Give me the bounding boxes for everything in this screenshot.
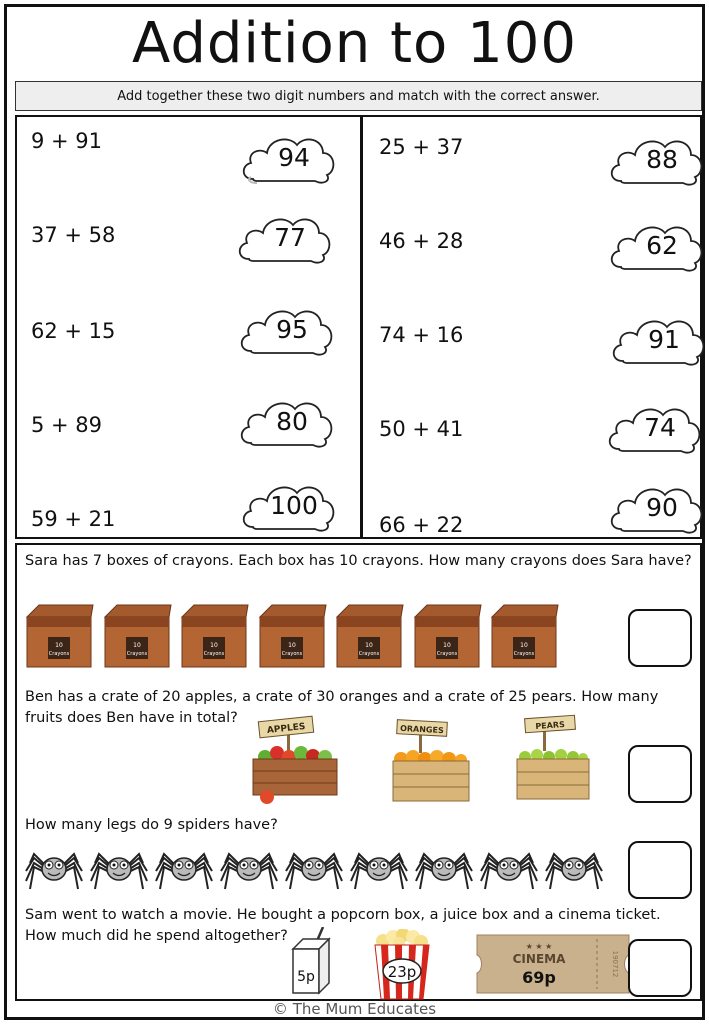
answer-value: 88 bbox=[646, 145, 678, 174]
worksheet bbox=[4, 4, 705, 1020]
crayon-count-label: 10 bbox=[132, 642, 141, 649]
crayon-box bbox=[180, 603, 250, 669]
question-spiders: How many legs do 9 spiders have? bbox=[25, 817, 278, 833]
pear-crate bbox=[503, 713, 595, 809]
crayon-count-label: 10 bbox=[210, 642, 218, 649]
problem-left-5: 59 + 21 bbox=[31, 507, 116, 531]
crayon-count-label: 10 bbox=[55, 642, 63, 649]
problem-right-3: 74 + 16 bbox=[379, 323, 464, 347]
popcorn-box bbox=[371, 929, 433, 1005]
crayon-boxes-row bbox=[25, 603, 565, 673]
crayon-name-label: Crayons bbox=[281, 651, 302, 657]
answer-cloud-left-5[interactable] bbox=[239, 479, 339, 535]
problem-left-4: 5 + 89 bbox=[31, 413, 103, 437]
title-area bbox=[7, 7, 702, 79]
problem-right-1: 25 + 37 bbox=[379, 135, 464, 159]
popcorn-price: 23p bbox=[387, 963, 417, 981]
apple-crate-icon bbox=[249, 713, 341, 805]
answer-box-fruits[interactable] bbox=[628, 745, 692, 803]
problem-right-4: 50 + 41 bbox=[379, 417, 464, 441]
answer-cloud-right-1[interactable] bbox=[607, 133, 707, 189]
crayon-box bbox=[258, 603, 328, 669]
answer-cloud-right-5[interactable] bbox=[607, 481, 707, 537]
crayon-count-label: 10 bbox=[287, 642, 296, 649]
answer-value: 77 bbox=[274, 223, 306, 252]
column-divider bbox=[360, 117, 363, 537]
answer-value: 90 bbox=[646, 493, 678, 522]
answer-value: 94 bbox=[278, 143, 310, 172]
answer-box-spiders[interactable] bbox=[628, 841, 692, 899]
juice-box bbox=[287, 927, 335, 1001]
juice-price: 5p bbox=[297, 969, 315, 985]
spider-icon bbox=[23, 843, 85, 893]
crayon-box bbox=[25, 603, 95, 669]
answer-cloud-left-4[interactable] bbox=[237, 395, 337, 451]
spider-icon bbox=[283, 843, 345, 893]
answer-value: 80 bbox=[276, 407, 308, 436]
crayon-name-label: Crayons bbox=[436, 651, 457, 657]
problem-left-2: 37 + 58 bbox=[31, 223, 116, 247]
crayon-name-label: Crayons bbox=[513, 651, 535, 657]
popcorn-icon bbox=[371, 929, 433, 1001]
instructions-text: Add together these two digit numbers and match with the correct answer. bbox=[117, 88, 600, 104]
problem-right-2: 46 + 28 bbox=[379, 229, 464, 253]
crate-label-pears: PEARS bbox=[535, 719, 566, 732]
question-movie: Sam went to watch a movie. He bought a popcorn box, a juice box and a cinema ticket. How much did he spend altogether? bbox=[25, 907, 661, 944]
problem-left-1: 9 + 91 bbox=[31, 129, 103, 153]
crayon-name-label: Crayons bbox=[358, 651, 380, 657]
answer-cloud-right-4[interactable] bbox=[605, 401, 705, 457]
word-problems-section bbox=[15, 543, 702, 1001]
spider-icon bbox=[543, 843, 605, 893]
spider-icon bbox=[88, 843, 150, 893]
answer-box-crayons[interactable] bbox=[628, 609, 692, 667]
crayon-count-label: 10 bbox=[365, 642, 373, 649]
spider-icon bbox=[153, 843, 215, 893]
spider-icon bbox=[348, 843, 410, 893]
crayon-name-label: Crayons bbox=[126, 651, 147, 657]
crayon-box bbox=[413, 603, 483, 669]
crayon-box bbox=[103, 603, 173, 669]
crate-label-apples: APPLES bbox=[266, 722, 306, 736]
problem-right-5: 66 + 22 bbox=[379, 513, 464, 537]
answer-value: 100 bbox=[270, 491, 318, 520]
pear-crate-icon bbox=[503, 713, 595, 805]
answer-value: 74 bbox=[644, 413, 676, 442]
answer-cloud-left-1[interactable] bbox=[239, 131, 339, 187]
orange-crate-icon bbox=[383, 717, 475, 805]
crayon-count-label: 10 bbox=[442, 642, 451, 649]
ticket-icon bbox=[473, 933, 633, 995]
cinema-ticket bbox=[473, 933, 633, 999]
problem-left-3: 62 + 15 bbox=[31, 319, 116, 343]
ticket-stars: ★ ★ ★ bbox=[525, 942, 553, 951]
spider-icon bbox=[413, 843, 475, 893]
crayon-box bbox=[335, 603, 405, 669]
spiders-row bbox=[23, 843, 613, 895]
juice-box-icon bbox=[287, 927, 335, 997]
crayon-count-label: 10 bbox=[520, 642, 528, 649]
apple-crate bbox=[249, 713, 341, 809]
answer-value: 91 bbox=[648, 325, 680, 354]
crate-label-oranges: ORANGES bbox=[399, 723, 444, 736]
matching-section bbox=[15, 115, 702, 539]
orange-crate bbox=[383, 717, 475, 809]
spider-icon bbox=[218, 843, 280, 893]
page-title: Addition to 100 bbox=[132, 10, 577, 76]
instructions-banner bbox=[15, 81, 702, 111]
crayon-name-label: Crayons bbox=[48, 651, 70, 657]
question-fruits: Ben has a crate of 20 apples, a crate of 30 oranges and a crate of 25 pears. How many fruits does Ben have in total? bbox=[25, 689, 659, 726]
crayon-name-label: Crayons bbox=[203, 651, 225, 657]
spider-icon bbox=[478, 843, 540, 893]
answer-cloud-left-2[interactable] bbox=[235, 211, 335, 267]
answer-value: 62 bbox=[646, 231, 678, 260]
answer-cloud-right-3[interactable] bbox=[609, 313, 709, 369]
ticket-price: 69p bbox=[522, 968, 556, 987]
answer-cloud-right-2[interactable] bbox=[607, 219, 707, 275]
answer-value: 95 bbox=[276, 315, 308, 344]
ticket-word: CINEMA bbox=[512, 952, 566, 966]
copyright-footer: © The Mum Educates bbox=[272, 1000, 437, 1018]
ticket-serial: 190712 bbox=[611, 950, 619, 978]
answer-box-movie[interactable] bbox=[628, 939, 692, 997]
crayon-box bbox=[490, 603, 560, 669]
answer-cloud-left-3[interactable] bbox=[237, 303, 337, 359]
question-crayons: Sara has 7 boxes of crayons. Each box has 10 crayons. How many crayons does Sara have? bbox=[25, 553, 692, 569]
